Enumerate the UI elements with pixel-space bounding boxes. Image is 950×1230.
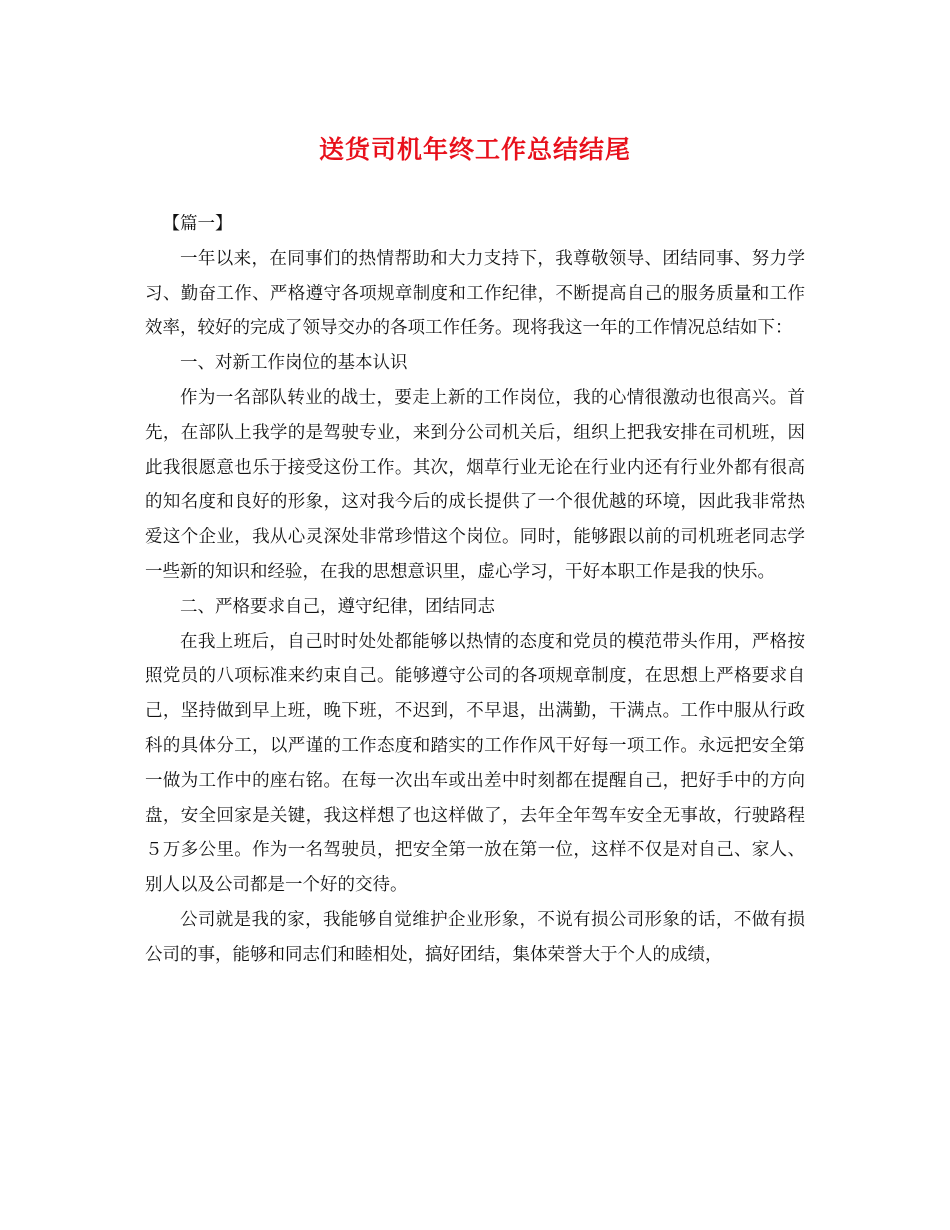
section-heading: 二、严格要求自己，遵守纪律，团结同志 bbox=[180, 596, 495, 617]
paragraph: 公司就是我的家，我能够自觉维护企业形象，不说有损公司形象的话，不做有损公司的事，能够和同志们和睦相处，搞好团结，集体荣誉大于个人的成绩， bbox=[145, 909, 805, 965]
paragraph: 作为一名部队转业的战士，要走上新的工作岗位，我的心情很激动也很高兴。首先，在部队上我学的是驾驶专业，来到分公司机关后，组织上把我安排在司机班，因此我很愿意也乐于接受这份工作。其次，烟草行业无论在行业内还有行业外都有很高的知名度和良好的形象，这对我今后的成长提供了一个很优越的环境，因此我非常热爱这个企业，我从心灵深处非常珍惜这个岗位。同时，能够跟以前的司机班老同志学一些新的知识和经验，在我的思想意识里，虚心学习，干好本职工作是我的快乐。 bbox=[145, 387, 805, 582]
paragraph: 在我上班后，自己时时处处都能够以热情的态度和党员的模范带头作用，严格按照党员的八项标准来约束自己。能够遵守公司的各项规章制度，在思想上严格要求自己，坚持做到早上班，晚下班，不迟到，不早退，出满勤，干满点。工作中服从行政科的具体分工，以严谨的工作态度和踏实的工作作风干好每一项工作。永远把安全第一做为工作中的座右铭。在每一次出车或出差中时刻都在提醒自己，把好手中的方向盘，安全回家是关键，我这样想了也这样做了，去年全年驾车安全无事故，行驶路程５万多公里。作为一名驾驶员，把安全第一放在第一位，这样不仅是对自己、家人、别人以及公司都是一个好的交待。 bbox=[145, 631, 805, 896]
section-heading: 一、对新工作岗位的基本认识 bbox=[180, 353, 408, 374]
document-title: 送货司机年终工作总结结尾 bbox=[318, 135, 631, 164]
paragraph: 一年以来，在同事们的热情帮助和大力支持下，我尊敬领导、团结同事、努力学习、勤奋工作、严格遵守各项规章制度和工作纪律，不断提高自己的服务质量和工作效率，较好的完成了领导交办的各项工作任务。现将我这一年的工作情况总结如下： bbox=[145, 248, 805, 339]
document-body bbox=[145, 207, 805, 973]
section-label: 【篇一】 bbox=[162, 214, 233, 234]
